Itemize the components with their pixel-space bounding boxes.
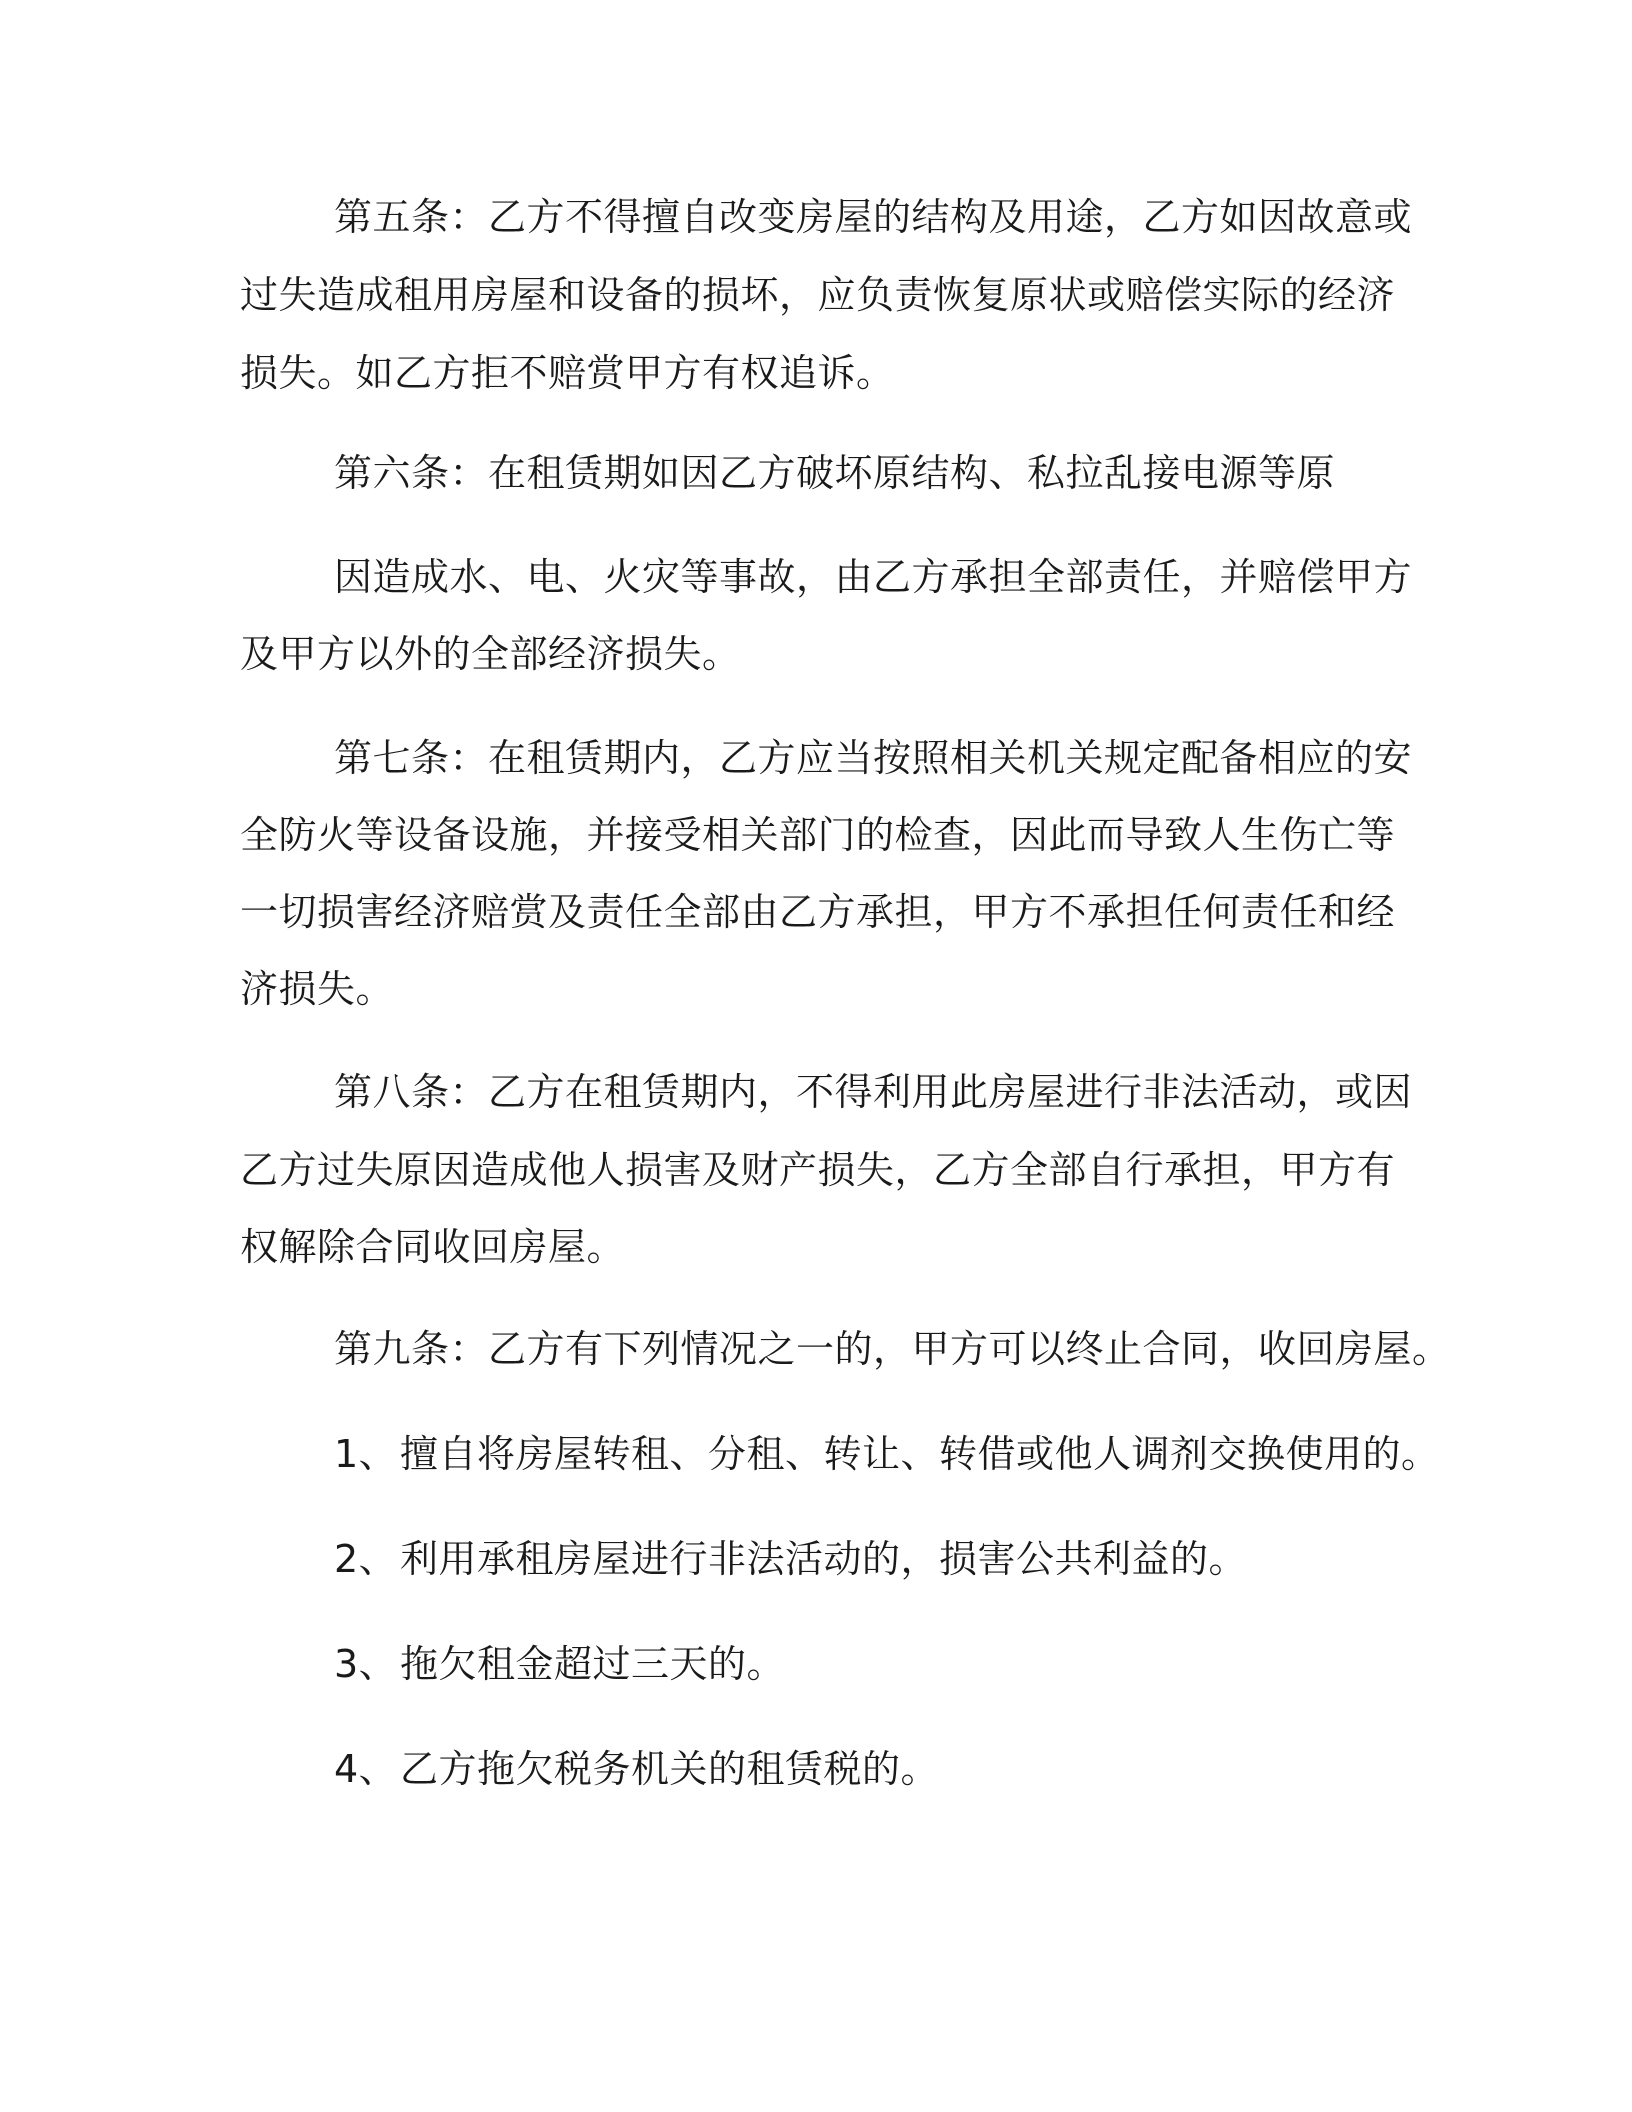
list-item <box>334 1430 1494 1478</box>
article-7-line-4: 济损失。 <box>240 967 395 1011</box>
article-7-line-1: 第七条：在租赁期内，乙方应当按照相关机关规定配备相应的安 <box>334 736 1413 780</box>
list-item-text: 擅自将房屋转租、分租、转让、转借或他人调剂交换使用的。 <box>400 1432 1440 1476</box>
list-item-number: 1、 <box>334 1432 398 1476</box>
article-9-line-1: 第九条：乙方有下列情况之一的，甲方可以终止合同，收回房屋。 <box>334 1327 1451 1371</box>
article-6-line-3: 及甲方以外的全部经济损失。 <box>240 632 741 676</box>
article-5-line-2: 过失造成租用房屋和设备的损坏，应负责恢复原状或赔偿实际的经济 <box>240 273 1396 317</box>
list-item <box>334 1640 1494 1688</box>
article-8-line-3: 权解除合同收回房屋。 <box>240 1225 626 1269</box>
article-8-line-2: 乙方过失原因造成他人损害及财产损失，乙方全部自行承担，甲方有 <box>240 1148 1396 1192</box>
list-item-text: 拖欠租金超过三天的。 <box>400 1642 786 1686</box>
list-item <box>334 1745 1494 1793</box>
article-8-line-1: 第八条：乙方在租赁期内，不得利用此房屋进行非法活动，或因 <box>334 1070 1413 1114</box>
article-7-line-3: 一切损害经济赔赏及责任全部由乙方承担，甲方不承担任何责任和经 <box>240 890 1396 934</box>
list-item-text: 乙方拖欠税务机关的租赁税的。 <box>400 1747 940 1791</box>
list-item-text: 利用承租房屋进行非法活动的，损害公共利益的。 <box>400 1537 1248 1581</box>
list-item-number: 4、 <box>334 1747 398 1791</box>
article-6-line-1: 第六条：在租赁期如因乙方破坏原结构、私拉乱接电源等原 <box>334 451 1336 495</box>
list-item <box>334 1535 1494 1583</box>
list-item-number: 3、 <box>334 1642 398 1686</box>
article-5-line-1: 第五条：乙方不得擅自改变房屋的结构及用途，乙方如因故意或 <box>334 195 1413 239</box>
article-6-line-2: 因造成水、电、火灾等事故，由乙方承担全部责任，并赔偿甲方 <box>334 555 1413 599</box>
article-5-line-3: 损失。如乙方拒不赔赏甲方有权追诉。 <box>240 351 895 395</box>
list-item-number: 2、 <box>334 1537 398 1581</box>
article-7-line-2: 全防火等设备设施，并接受相关部门的检查，因此而导致人生伤亡等 <box>240 813 1396 857</box>
